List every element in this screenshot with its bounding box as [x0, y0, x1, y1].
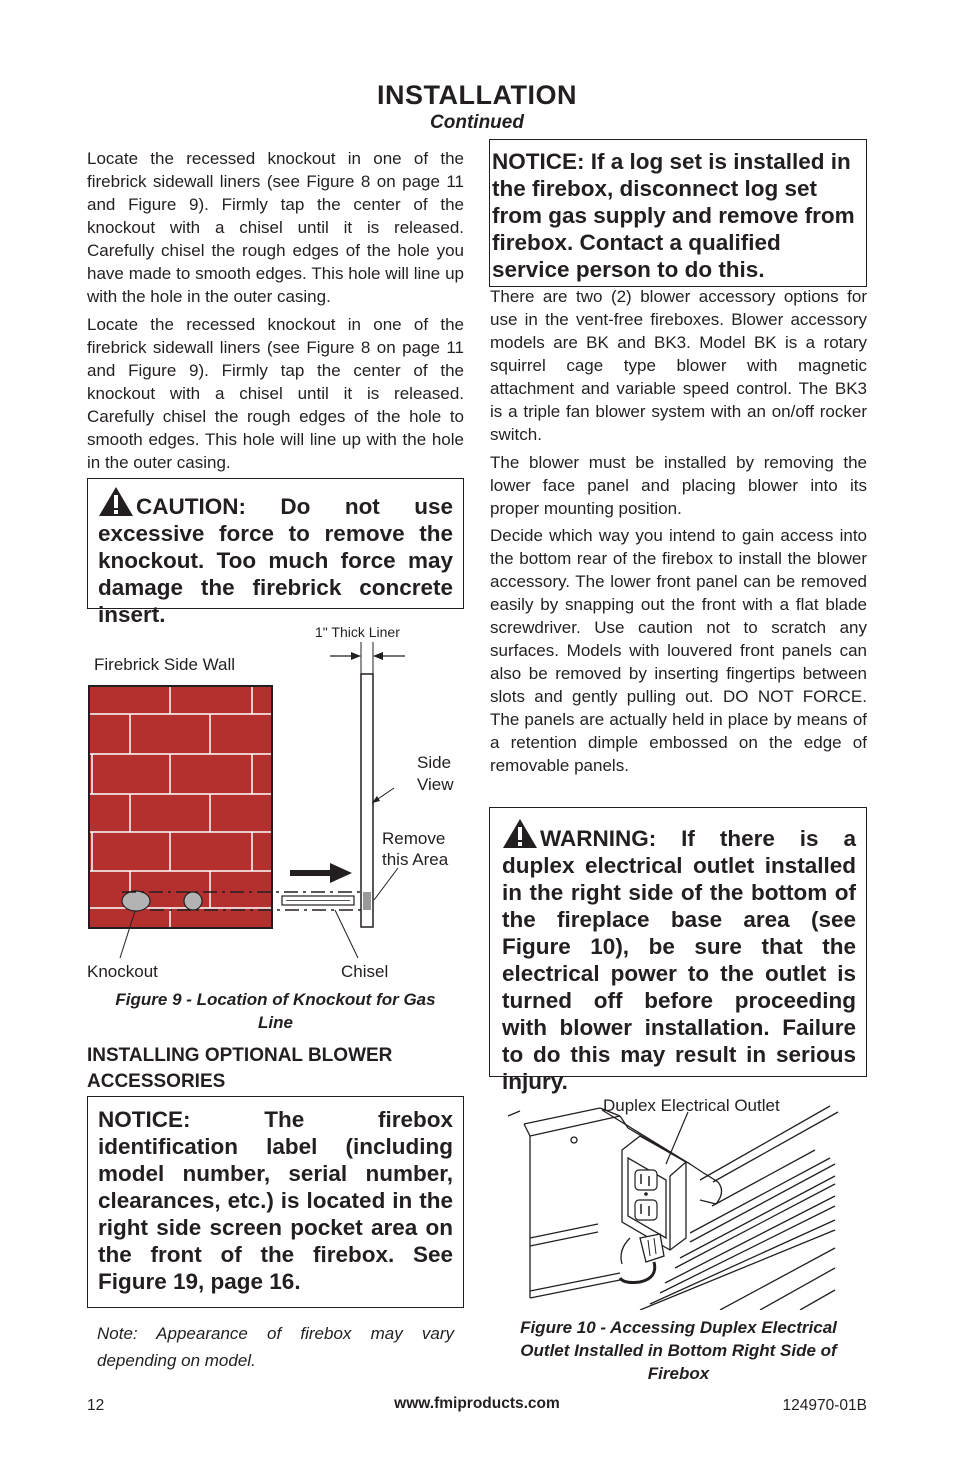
figure-10-caption-line-3: Firebox: [647, 1364, 710, 1383]
warning-text: [502, 818, 856, 1095]
label-duplex-outlet: Duplex Electrical Outlet: [603, 1096, 780, 1115]
page-subtitle: Continued: [430, 112, 524, 133]
duplex-outlet: [622, 1136, 686, 1250]
warning-triangle-icon: [98, 486, 134, 517]
liner-side-view: [361, 674, 373, 927]
label-side-view-2: View: [417, 775, 454, 794]
document-number: 124970-01B: [782, 1397, 867, 1414]
direction-arrow: [290, 870, 334, 876]
notice-log-set-box: [489, 139, 867, 287]
notice-label-text: NOTICE: The firebox identification label (including model number, serial number, clearances, etc.) is located in the right side screen pocket area on the front of the firebox. See Figure 19, page 16.: [98, 1107, 453, 1294]
left-paragraph-1: Locate the recessed knockout in one of the firebrick sidewall liners (see Figure 8 on page 11 and Figure 9). Firmly tap the center of the knockout with a chisel until it is released. Carefully chisel the rough edges of the hole you have made to smooth edges. This hole will line up with the hole in the outer casing.: [87, 149, 464, 306]
figure-10-caption-line-2: Outlet Installed in Bottom Right Side of: [520, 1341, 837, 1360]
caution-text: [98, 486, 453, 628]
notice-log-set-text: NOTICE: If a log set is installed in the firebox, disconnect log set from gas supply and remove from firebox. Contact a qualified service person to do this.: [492, 149, 855, 282]
left-paragraph-2: Locate the recessed knockout in one of the firebrick sidewall liners (see Figure 8 on page 11 and Figure 9). Firmly tap the center of the knockout with a chisel until it is released. Carefully chisel the rough edges of the hole to smooth edges. This hole will line up with the hole in the outer casing.: [87, 315, 464, 472]
warning-box: [489, 807, 867, 1094]
notice-label-box: [87, 1096, 464, 1308]
label-remove-2: this Area: [382, 850, 449, 869]
figure-10-caption: [490, 1316, 867, 1385]
figure-10-caption-line-1: Figure 10 - Accessing Duplex Electrical: [520, 1318, 837, 1337]
figure-10-diagram: [490, 1088, 868, 1310]
footer-website[interactable]: www.fmiproducts.com: [394, 1395, 560, 1412]
figure-9-diagram: [80, 618, 470, 988]
label-side-view-1: Side: [417, 753, 452, 772]
page-number: 12: [87, 1397, 105, 1414]
page-title: INSTALLATION: [377, 80, 577, 110]
section-heading-line-2: ACCESSORIES: [87, 1071, 226, 1092]
section-heading-line-1: INSTALLING OPTIONAL BLOWER: [87, 1045, 393, 1066]
label-firebrick-side-wall: Firebrick Side Wall: [94, 655, 236, 674]
knockout-hole: [122, 891, 150, 911]
section-heading-blower: [87, 1043, 464, 1095]
knockout-hole-2: [184, 892, 202, 910]
label-thick-liner: 1" Thick Liner: [315, 624, 400, 640]
remove-area: [363, 892, 371, 910]
label-remove-1: Remove: [382, 829, 446, 848]
figure-9-caption: [87, 988, 464, 1034]
label-chisel: Chisel: [341, 962, 389, 981]
figure-9-caption-line-1: Figure 9 - Location of Knockout for Gas: [115, 990, 436, 1009]
caution-box: [87, 478, 464, 627]
right-paragraph-2: The blower must be installed by removing the lower face panel and placing blower into its proper mounting position.: [490, 453, 867, 518]
warning-triangle-icon: [502, 818, 538, 849]
model-note: Note: Appearance of firebox may vary depending on model.: [97, 1324, 454, 1370]
warning-message: WARNING: If there is a duplex electrical outlet installed in the right side of the bottom of the fireplace base area (see Figure 10), be sure that the electrical power to the outlet is turned off before proceeding with blower installation. Failure to do this may result in serious injury.: [502, 826, 856, 1094]
label-knockout: Knockout: [87, 962, 158, 981]
figure-9-caption-line-2: Line: [258, 1013, 293, 1032]
caution-message: CAUTION: Do not use excessive force to remove the knockout. Too much force may damage the firebrick concrete insert.: [98, 494, 453, 627]
right-paragraph-1: There are two (2) blower accessory options for use in the vent-free fireboxes. Blower accessory models are BK and BK3. Model BK is a rotary squirrel cage type blower with magnetic attachment and variable speed control. The BK3 is a triple fan blower system with an on/off rocker switch.: [490, 287, 867, 444]
power-plug: [620, 1234, 664, 1283]
right-paragraph-3: Decide which way you intend to gain access into the bottom rear of the firebox to install the blower accessory. The lower front panel can be removed easily by snapping out the front with a flat blade screwdriver. Use caution not to scratch any surfaces. Models with louvered front panels can also be removed by inserting fingertips between slots and gently pulling out. DO NOT FORCE. The panels are actually held in place by means of a retention dimple embossed on the edge of removable panels.: [490, 526, 867, 775]
